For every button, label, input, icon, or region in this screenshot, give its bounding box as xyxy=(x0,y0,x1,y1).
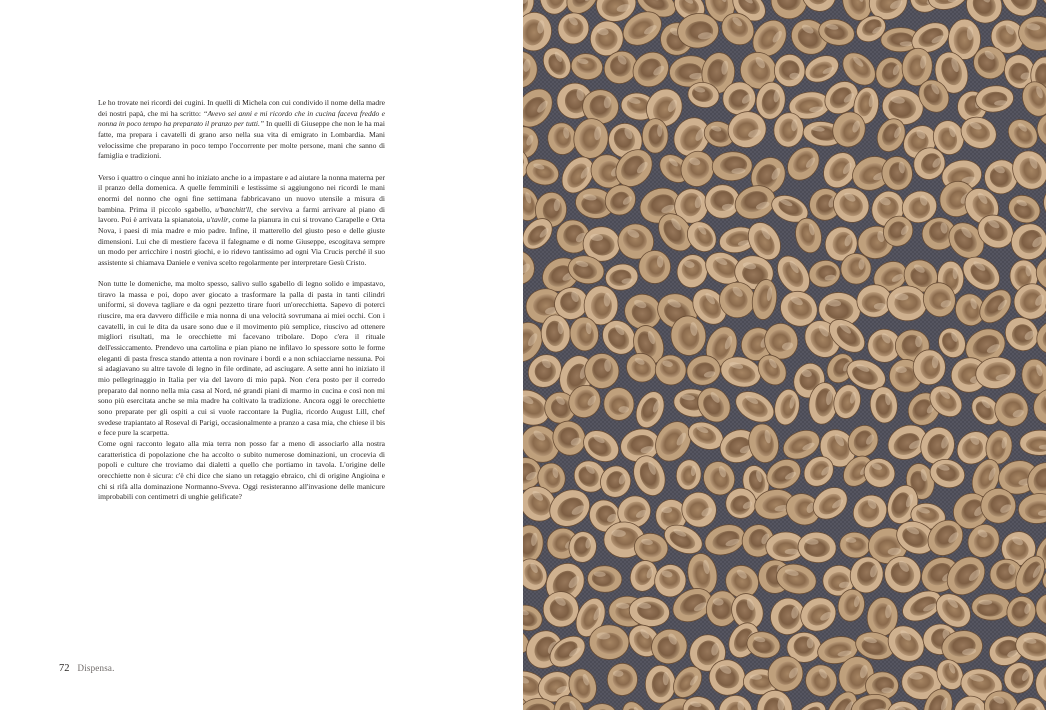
article-text xyxy=(98,98,385,503)
italic-text: u'tavlír xyxy=(206,215,229,225)
orecchiette-photo-image xyxy=(523,0,1046,710)
paragraph-4 xyxy=(98,439,385,503)
paragraph-1 xyxy=(98,98,385,162)
text-run: Le ho trovate nei ricordi dei cugini. In quelli di Michela con cui condivido il nome della madre dei nostri papà, che mi ha scritto: xyxy=(98,98,385,118)
text-run: Come ogni racconto legato alla mia terra non posso far a meno di associarlo alla nostra caratteristica di popolazione che ha accolto o subito numerose dominazioni, un crocevia di popoli e culture che troviamo dai dialetti a quello che portiamo in tavola. L'origine delle orecchiette non è sicura: c'è chi dice che siano un retaggio ebraico, chi di origine Angioina e chi si rifà alla dominazione Normanno-Sveva. Oggi resisteranno all'invasione delle manicure improbabili con centimetri di unghie gelificate? xyxy=(98,438,385,502)
text-run: , come la pianura in cui si trovano Carapelle e Orta Nova, i paesi di mia madre e mio padre. Infine, il matterello del giusto peso e delle giuste dimensioni. Lui che di mestiere faceva il falegname e di nome Giuseppe, escogitava sempre un modo per arricchire i nostri giochi, e io ridevo tantissimo ad ogni Via Crucis perché il suo assistente si chiamava Daniele e veniva scelto regolarmente per interpretare Gesù Cristo. xyxy=(98,215,385,267)
pasta-photo xyxy=(523,0,1046,710)
paragraph-3 xyxy=(98,279,385,439)
italic-text: u'banchitt'll xyxy=(215,204,252,214)
text-run: Non tutte le domeniche, ma molto spesso, salivo sullo sgabello di legno solido e impastavo, tiravo la massa e poi, dopo aver giocato a trasformare la palla di pasta in tanti cilindri uniformi, si doveva tagliare e da ogni pezzetto tirare fuori un'orecchietta. Sapevo di poterci riuscire, ma era davvero difficile e mia nonna di una velocità sovrumana ai miei occhi. Con i cavatelli, in cui le dita da usare sono due e il movimento più semplice, riuscivo ad ottenere migliori risultati, ma le orecchiette mi facevano tribolare. Dopo c'era il rituale dell'essiccamento. Prendevo una cartolina e pian piano ne infilavo lo spessore sotto le forme eleganti di pasta fresca stando attenta a non rovinare i bordi e a non schiacciarne nessuna. Poi si adagiavano su altre tavole di legno in file ordinate, ad asciugare. A sette anni ho iniziato il mio pellegrinaggio in Italia per via del lavoro di mio papà. Non c'era posto per il corredo preparato dal nonno nella mia casa al Nord, né grandi piani di marmo in cucina e così non mi sono più esercitata anche se mia madre ha coltivato la tradizione. Ancora oggi le orecchiette sono preparate per gli ospiti a cui si vuole raccontare la Puglia, ricordo August Lill, chef svedese trapiantato al Roseval di Parigi, occasionalmente a pranzo a casa mia, che chiese il bis e fece pure la scarpetta. xyxy=(98,279,385,438)
text-run: Verso i quattro o cinque anni ho iniziato anche io a impastare e ad aiutare la nonna materna per il pranzo della domenica. A quelle femminili e lestissime si aggiungono nei ricordi le mani enormi del nonno che ogni fine settimana fabbricavano un nuovo utensile a misura di bambina. Prima il piccolo sgabello, xyxy=(98,172,385,214)
text-run: , che serviva a farmi arrivare al piano di lavoro. Poi è arrivata la spianatoia, xyxy=(98,204,386,225)
paragraph-2 xyxy=(98,173,385,269)
text-run: In quelli di Giuseppe che non le ha mai fatte, ma prepara i cavatelli di grano arso nella sua vita di emigrato in Lombardia. Mani velocissime che preparano in poco tempo l'occorrente per molte persone, mani che sanno di famiglia e tradizioni. xyxy=(98,119,385,161)
page-number: 72 xyxy=(59,663,70,674)
italic-text: “Avevo sei anni e mi ricordo che in cucina faceva freddo e nonna in poco tempo ha preparato il pranzo per tutti.” xyxy=(98,108,385,129)
magazine-name: Dispensa. xyxy=(77,663,115,673)
page-footer xyxy=(59,658,115,676)
